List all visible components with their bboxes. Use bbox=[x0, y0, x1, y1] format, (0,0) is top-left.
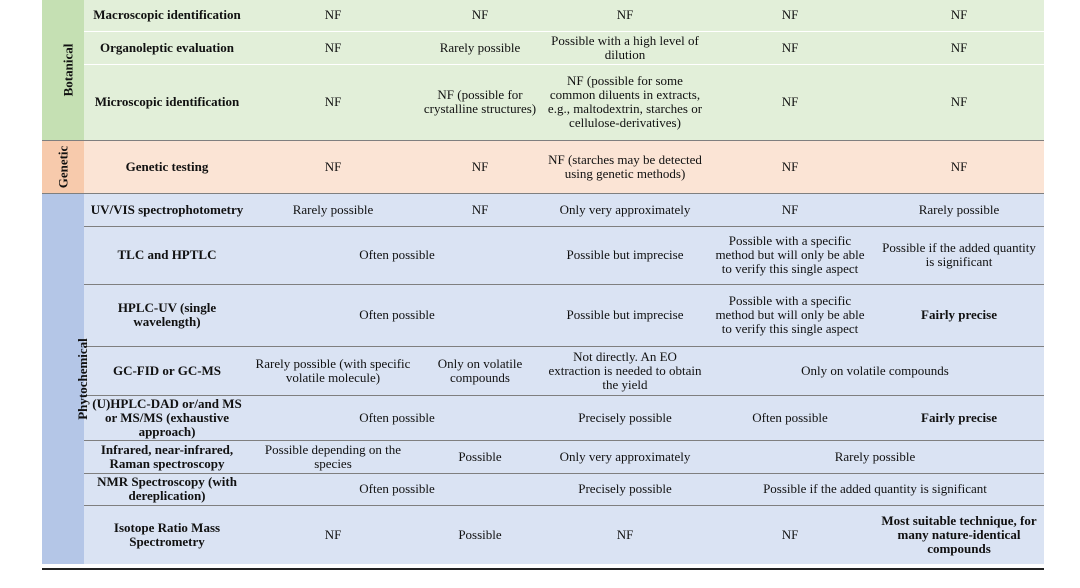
table-cell: NF bbox=[706, 0, 874, 31]
table-cell: Only on volatile compounds bbox=[706, 346, 1044, 395]
table-cell: Rarely possible bbox=[250, 193, 416, 226]
method-cell: NMR Spectroscopy (with dereplication) bbox=[84, 473, 250, 505]
table-cell: NF bbox=[874, 64, 1044, 140]
table-cell: Possible if the added quantity is significant bbox=[706, 473, 1044, 505]
table-cell: Precisely possible bbox=[544, 395, 706, 440]
method-cell: Isotope Ratio Mass Spectrometry bbox=[84, 505, 250, 564]
table-row bbox=[42, 284, 1044, 346]
table-row bbox=[42, 346, 1044, 395]
table-cell: NF bbox=[416, 193, 544, 226]
category-phytochemical: Phytochemical bbox=[42, 193, 84, 564]
table-cell: NF bbox=[544, 505, 706, 564]
table-cell: Rarely possible bbox=[874, 193, 1044, 226]
table-cell: NF bbox=[416, 140, 544, 193]
table-cell: Rarely possible (with specific volatile molecule) bbox=[250, 346, 416, 395]
table-cell: NF bbox=[874, 0, 1044, 31]
table-cell: NF bbox=[250, 0, 416, 31]
table-cell: Rarely possible bbox=[706, 440, 1044, 473]
table-cell: NF (possible for crystalline structures) bbox=[416, 64, 544, 140]
table-cell: NF bbox=[706, 140, 874, 193]
table-cell: Possible bbox=[416, 505, 544, 564]
table-cell: Only on volatile compounds bbox=[416, 346, 544, 395]
table-cell: NF bbox=[874, 140, 1044, 193]
table-cell: Possible depending on the species bbox=[250, 440, 416, 473]
table-cell: NF bbox=[250, 140, 416, 193]
table-row bbox=[42, 64, 1044, 140]
table-row bbox=[42, 473, 1044, 505]
table-row bbox=[42, 226, 1044, 284]
table-cell: Possible if the added quantity is significant bbox=[874, 226, 1044, 284]
method-cell: Infrared, near-infrared, Raman spectroscopy bbox=[84, 440, 250, 473]
method-cell: Organoleptic evaluation bbox=[84, 31, 250, 64]
table-cell: Often possible bbox=[250, 226, 544, 284]
table-row bbox=[42, 395, 1044, 440]
table-row bbox=[42, 31, 1044, 64]
table-cell: Not directly. An EO extraction is needed to obtain the yield bbox=[544, 346, 706, 395]
table-cell: Possible but imprecise bbox=[544, 284, 706, 346]
table-cell: NF bbox=[706, 193, 874, 226]
method-cell: GC-FID or GC-MS bbox=[84, 346, 250, 395]
table-row bbox=[42, 0, 1044, 31]
table-cell: Fairly precise bbox=[874, 395, 1044, 440]
analytical-methods-table bbox=[42, 0, 1044, 564]
method-cell: TLC and HPTLC bbox=[84, 226, 250, 284]
table-cell: Possible with a high level of dilution bbox=[544, 31, 706, 64]
table-cell: NF bbox=[416, 0, 544, 31]
table-row bbox=[42, 140, 1044, 193]
table-cell: Rarely possible bbox=[416, 31, 544, 64]
table-cell: Possible but imprecise bbox=[544, 226, 706, 284]
table-row bbox=[42, 193, 1044, 226]
table-cell: NF (possible for some common diluents in extracts, e.g., maltodextrin, starches or cellulose-derivatives) bbox=[544, 64, 706, 140]
table-cell: NF bbox=[706, 505, 874, 564]
method-cell: Genetic testing bbox=[84, 140, 250, 193]
table-cell: Fairly precise bbox=[874, 284, 1044, 346]
table-cell: NF bbox=[250, 505, 416, 564]
method-cell: UV/VIS spectrophotometry bbox=[84, 193, 250, 226]
table-cell: NF bbox=[874, 31, 1044, 64]
method-cell: Microscopic identification bbox=[84, 64, 250, 140]
table-cell: NF bbox=[250, 64, 416, 140]
table-cell: NF bbox=[706, 64, 874, 140]
table-cell: Possible with a specific method but will only be able to verify this single aspect bbox=[706, 226, 874, 284]
table-cell: NF (starches may be detected using genetic methods) bbox=[544, 140, 706, 193]
table-cell: Most suitable technique, for many nature-identical compounds bbox=[874, 505, 1044, 564]
table-cell: NF bbox=[544, 0, 706, 31]
table-cell: Only very approximately bbox=[544, 440, 706, 473]
table-bottom-rule bbox=[42, 568, 1044, 570]
category-botanical: Botanical bbox=[42, 0, 84, 140]
table-cell: Precisely possible bbox=[544, 473, 706, 505]
table-cell: Possible bbox=[416, 440, 544, 473]
table-cell: Possible with a specific method but will only be able to verify this single aspect bbox=[706, 284, 874, 346]
method-cell: (U)HPLC-DAD or/and MS or MS/MS (exhaustive approach) bbox=[84, 395, 250, 440]
table-cell: Often possible bbox=[706, 395, 874, 440]
table-cell: Often possible bbox=[250, 395, 544, 440]
category-genetic: Genetic bbox=[42, 140, 84, 193]
table-row bbox=[42, 505, 1044, 564]
method-cell: Macroscopic identification bbox=[84, 0, 250, 31]
table-cell: Often possible bbox=[250, 473, 544, 505]
table-cell: Often possible bbox=[250, 284, 544, 346]
table-cell: NF bbox=[706, 31, 874, 64]
table-row bbox=[42, 440, 1044, 473]
table-cell: NF bbox=[250, 31, 416, 64]
method-cell: HPLC-UV (single wavelength) bbox=[84, 284, 250, 346]
table-cell: Only very approximately bbox=[544, 193, 706, 226]
